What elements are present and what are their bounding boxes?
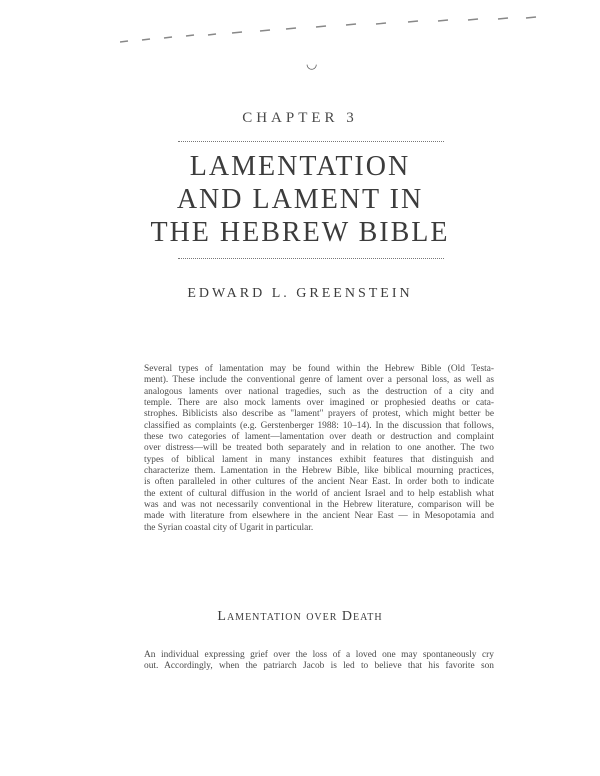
text-line: classified as complaints (e.g. Gerstenberger 1988: 10–14). In the discussion that follows, — [144, 420, 494, 431]
text-line: temple. There are also mock laments over imagined or prophesied deaths or cata- — [144, 398, 494, 409]
author-name: EDWARD L. GREENSTEIN — [187, 286, 413, 301]
text-line: types of biblical lament in many instances exhibit features that distinguish and — [144, 454, 494, 465]
text-line: analogous laments over national tragedies, such as the destruction of a city and — [144, 386, 494, 397]
text-line: ment). These include the conventional genre of lament over a personal loss, as well as — [144, 375, 494, 386]
text-line: over distress—will be treated both separately and in relation to one another. The two — [144, 443, 494, 454]
text-line: Several types of lamentation may be found within the Hebrew Bible (Old Testa- — [144, 364, 494, 374]
text-line: the extent of cultural diffusion in the world of ancient Israel and to help establish what — [144, 488, 494, 499]
text-line: strophes. Biblicists also describe as "lament" prayers of protest, which might better be — [144, 409, 494, 420]
text-line: the Syrian coastal city of Ugarit in particular. — [144, 522, 314, 533]
section-heading: Lamentation over Death — [217, 609, 383, 624]
text-line: An individual expressing grief over the loss of a loved one may spontaneously cry — [144, 650, 494, 660]
title-line: THE HEBREW BIBLE — [150, 217, 450, 248]
text-line: these two categories of lament—lamentation over death or destruction and complaint — [144, 432, 494, 443]
scan-artifact-dashes — [120, 14, 540, 54]
title-rule-top — [178, 141, 444, 142]
intro-paragraph — [144, 364, 494, 534]
text-line: was and was not necessarily conventional in the Hebrew literature, comparison will be — [144, 500, 494, 511]
chapter-label: CHAPTER 3 — [242, 110, 358, 126]
title-line: LAMENTATION — [189, 151, 411, 182]
chapter-title — [0, 150, 600, 249]
page-mark: ◡ — [306, 56, 318, 71]
title-line: AND LAMENT IN — [176, 184, 424, 215]
section-paragraph — [144, 650, 494, 673]
title-rule-bottom — [178, 258, 444, 259]
text-line: characterize them. Lamentation in the Hebrew Bible, like biblical mourning practices, — [144, 466, 494, 477]
text-line: made with literature from elsewhere in the ancient Near East — in Mesopotamia and — [144, 511, 494, 522]
text-line: out. Accordingly, when the patriarch Jacob is led to believe that his favorite son — [144, 661, 494, 672]
text-line: is often paralleled in other cultures of the ancient Near East. In order both to indicate — [144, 477, 494, 488]
